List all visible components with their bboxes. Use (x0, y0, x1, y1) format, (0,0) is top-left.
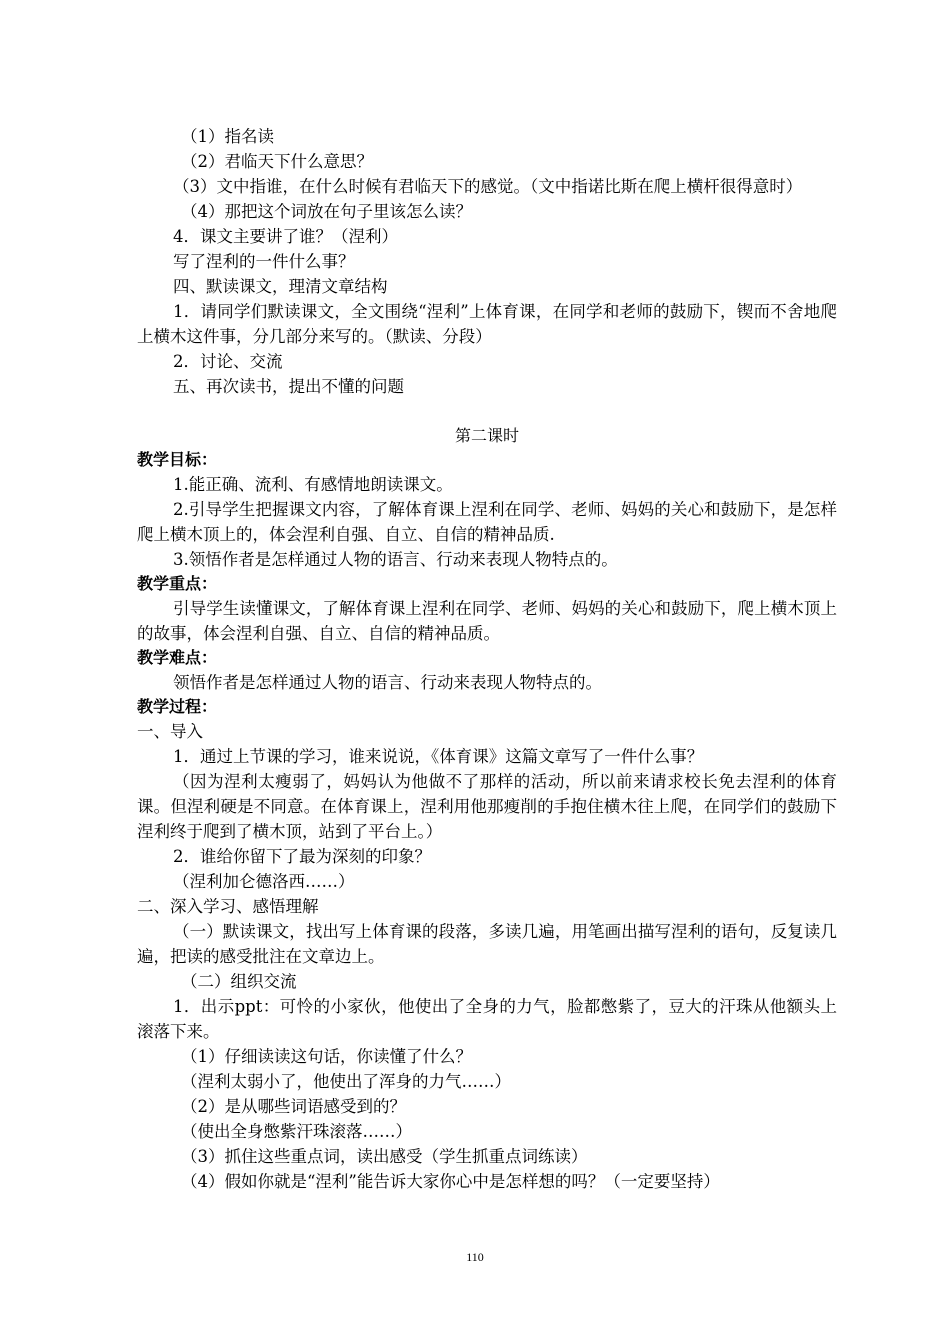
goal-item: 2.引导学生把握课文内容，了解体育课上涅利在同学、老师、妈妈的关心和鼓励下，是怎样爬上横木顶上的，体会涅利自强、自立、自信的精神品质. (137, 500, 837, 544)
text-line: （1）指名读 (181, 127, 274, 146)
key-heading: 教学重点： (137, 574, 218, 593)
section-title: 第二课时 (454, 426, 519, 445)
difficulty-text: 领悟作者是怎样通过人物的语言、行动来表现人物特点的。 (173, 673, 602, 692)
page-number: 110 (466, 1250, 484, 1264)
text-paragraph: （3）文中指谁，在什么时候有君临天下的感觉。（文中指诺比斯在爬上横杆很得意时） (173, 177, 803, 196)
text-line: 四、默读课文，理清文章结构 (173, 277, 388, 296)
process-intro-title: 一、导入 (137, 722, 203, 741)
answer-line: （使出全身憋紫汗珠滚落……） (181, 1122, 412, 1141)
question-line: （3）抓住这些重点词，读出感受（学生抓重点词练读） (181, 1147, 588, 1166)
text-line: 写了涅利的一件什么事？ (173, 252, 355, 271)
question-line: （1）仔细读读这句话，你读懂了什么？ (181, 1047, 472, 1066)
process-deep-step-2: （二）组织交流 (181, 972, 297, 991)
goal-item: 3.领悟作者是怎样通过人物的语言、行动来表现人物特点的。 (173, 550, 618, 569)
goal-item: 1.能正确、流利、有感情地朗读课文。 (173, 475, 453, 494)
difficulty-heading: 教学难点： (137, 648, 218, 667)
process-deep-title: 二、深入学习、感悟理解 (137, 897, 319, 916)
text-line: 五、再次读书，提出不懂的问题 (173, 377, 404, 396)
page-content (137, 124, 837, 1194)
text-line: 4．课文主要讲了谁？（涅利） (173, 227, 398, 246)
process-heading: 教学过程： (137, 697, 218, 716)
question-line: （4）假如你就是“涅利”能告诉大家你心中是怎样想的吗？（一定要坚持） (181, 1172, 720, 1191)
question-line: （2）是从哪些词语感受到的？ (181, 1097, 406, 1116)
process-intro-question-2: 2．谁给你留下了最为深刻的印象？ (173, 847, 431, 866)
process-intro-answer-2: （涅利加仑德洛西……） (173, 872, 355, 891)
process-intro-answer-1: （因为涅利太瘦弱了，妈妈认为他做不了那样的活动，所以前来请求校长免去涅利的体育课。但涅利硬是不同意。在体育课上，涅利用他那瘦削的手抱住横木往上爬，在同学们的鼓励下涅利终于爬到了横木顶，站到了平台上。） (137, 772, 837, 841)
key-text: 引导学生读懂课文，了解体育课上涅利在同学、老师、妈妈的关心和鼓励下，爬上横木顶上的故事，体会涅利自强、自立、自信的精神品质。 (137, 599, 837, 643)
answer-line: （涅利太弱小了，他使出了浑身的力气……） (181, 1072, 511, 1091)
text-line: （4）那把这个词放在句子里该怎么读？ (181, 202, 472, 221)
process-deep-step-3: 1．出示ppt：可怜的小家伙，他使出了全身的力气，脸都憋紫了，豆大的汗珠从他额头上滚落下来。 (137, 997, 837, 1041)
process-intro-question-1: 1．通过上节课的学习，谁来说说，《体育课》这篇文章写了一件什么事？ (173, 747, 704, 766)
process-deep-step-1: （一）默读课文，找出写上体育课的段落，多读几遍，用笔画出描写涅利的语句，反复读几遍，把读的感受批注在文章边上。 (137, 922, 837, 966)
text-line: 2．讨论、交流 (173, 352, 283, 371)
text-paragraph: 1．请同学们默读课文，全文围绕“涅利”上体育课，在同学和老师的鼓励下，锲而不舍地爬上横木这件事，分几部分来写的。（默读、分段） (137, 302, 837, 346)
text-line: （2）君临天下什么意思？ (181, 152, 373, 171)
goals-heading: 教学目标： (137, 450, 218, 469)
